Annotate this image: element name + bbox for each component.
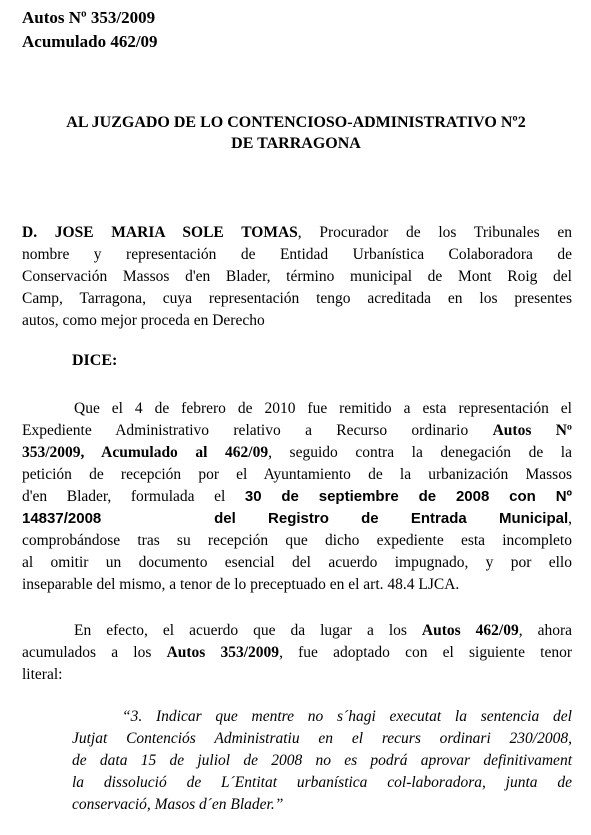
paragraph-1 <box>22 398 572 596</box>
bold-date-text: 30 de septiembre de 2008 con Nº <box>244 488 573 505</box>
paragraph-line: literal: <box>22 666 63 683</box>
paragraph-line <box>22 486 572 508</box>
paragraph-text: Expediente Administrativo relativo a Recurso ordinario <box>22 422 469 439</box>
intro-line: Conservación Massos d'en Blader, término municipal de Mont Roig del <box>22 268 572 285</box>
intro-line: Camp, Tarragona, cuya representación tengo acreditada en los presentes <box>22 290 572 307</box>
intro-line <box>22 222 572 244</box>
paragraph-line <box>22 420 572 442</box>
paragraph-text: Que el 4 de febrero de 2010 fue remitido a esta representación el <box>74 400 572 417</box>
paragraph-line: inseparable del mismo, a tenor de lo preceptuado en el art. 48.4 LJCA. <box>22 576 460 593</box>
accumulated-number: Acumulado 462/09 <box>22 32 158 51</box>
paragraph-text: , seguido contra la denegación de la <box>268 444 572 461</box>
bold-text: Autos Nº <box>492 422 573 439</box>
paragraph-line <box>22 508 572 530</box>
paragraph-line: petición de recepción por el Ayuntamiento de la urbanización Massos <box>22 466 572 483</box>
intro-text: , Procurador de los Tribunales en <box>297 224 573 241</box>
court-heading-line2: DE TARRAGONA <box>231 135 361 152</box>
quote-line: Jutjat Contenciós Administratiu en el recurs ordinari 230/2008, <box>72 730 572 747</box>
paragraph-line: al omitir un documento esencial del acuerdo impugnado, y por ello <box>22 554 572 571</box>
paragraph-line <box>22 642 572 664</box>
registry-number-text: 14837/2008 del Registro de Entrada Municipal <box>22 510 569 527</box>
court-heading <box>22 112 570 154</box>
intro-line: nombre y representación de Entidad Urbanística Colaboradora de <box>22 246 572 263</box>
quote-line: la dissolució de L´Entitat urbanística col-laboradora, junta de <box>72 774 572 791</box>
intro-line: autos, como mejor proceda en Derecho <box>22 312 265 329</box>
paragraph-text: En efecto, el acuerdo que da lugar a los <box>74 622 407 639</box>
paragraph-line <box>22 620 572 642</box>
bold-text: Autos 462/09 <box>421 622 519 639</box>
paragraph-text: , fue adoptado con el siguiente tenor <box>279 644 572 661</box>
paragraph-line <box>22 398 572 420</box>
paragraph-text: acumulados a los <box>22 644 152 661</box>
court-heading-line1: AL JUZGADO DE LO CONTENCIOSO-ADMINISTRATIVO Nº2 <box>66 114 526 131</box>
paragraph-line <box>22 442 572 464</box>
bold-text: Autos 353/2009 <box>166 644 280 661</box>
case-number: Autos Nº 353/2009 <box>22 8 156 27</box>
quoted-resolution <box>72 706 572 816</box>
dice-heading: DICE: <box>72 352 118 369</box>
paragraph-text: d'en Blader, formulada el <box>22 488 226 505</box>
quote-line <box>72 706 572 728</box>
paragraph-line: comprobándose tras su recepción que dicho expediente esta incompleto <box>22 532 572 549</box>
bold-text: 353/2009, Acumulado al 462/09 <box>22 444 269 461</box>
quote-line: conservació, Masos d´en Blader.” <box>72 796 284 813</box>
quote-text: “3. Indicar que mentre no s´hagi executat la sentencia del <box>122 708 572 725</box>
paragraph-text: , ahora <box>518 622 573 639</box>
intro-paragraph <box>22 222 572 332</box>
paragraph-text: , <box>568 510 572 527</box>
paragraph-2 <box>22 620 572 686</box>
quote-line: de data 15 de juliol de 2008 no es podrá aprovar definitivament <box>72 752 572 769</box>
attorney-name: D. JOSE MARIA SOLE TOMAS <box>22 224 298 241</box>
